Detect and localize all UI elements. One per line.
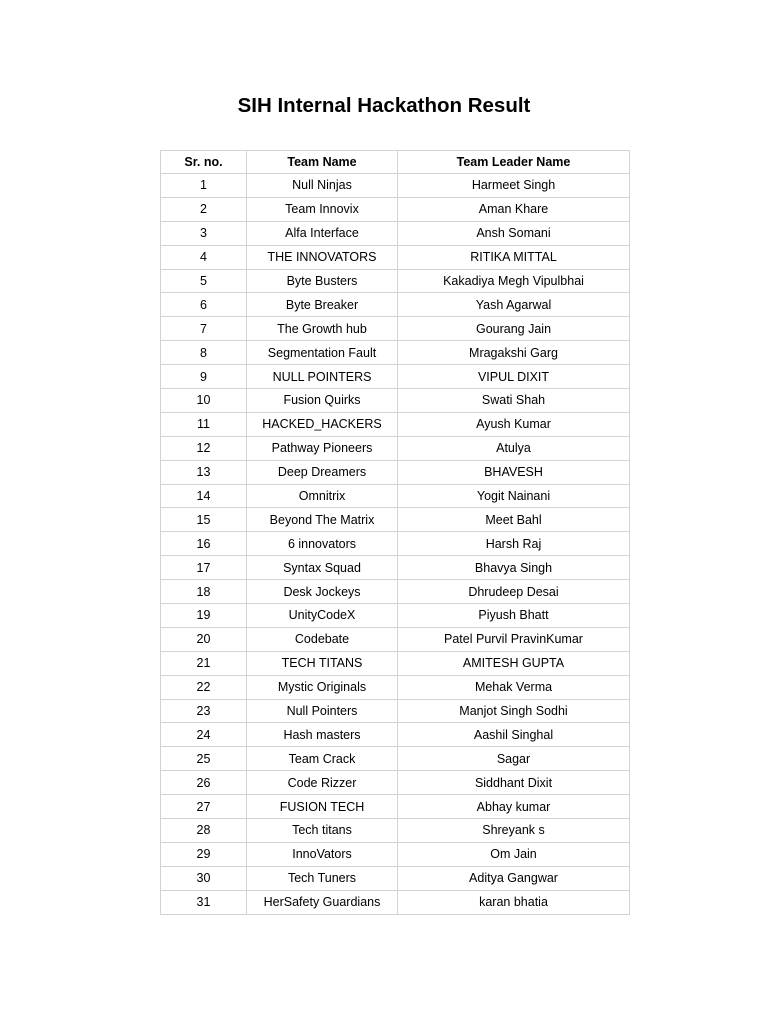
results-body	[161, 174, 630, 915]
team-leader-cell: karan bhatia	[398, 890, 630, 914]
sr-no-cell: 17	[161, 556, 247, 580]
table-row	[161, 412, 630, 436]
team-leader-cell: VIPUL DIXIT	[398, 365, 630, 389]
team-name-cell: NULL POINTERS	[247, 365, 398, 389]
team-name-cell: FUSION TECH	[247, 795, 398, 819]
table-row	[161, 460, 630, 484]
table-row	[161, 675, 630, 699]
table-row	[161, 819, 630, 843]
team-name-cell: TECH TITANS	[247, 651, 398, 675]
team-leader-cell: Abhay kumar	[398, 795, 630, 819]
team-name-cell: Omnitrix	[247, 484, 398, 508]
team-name-cell: UnityCodeX	[247, 604, 398, 628]
team-leader-cell: Ansh Somani	[398, 221, 630, 245]
table-row	[161, 866, 630, 890]
sr-no-cell: 20	[161, 627, 247, 651]
team-leader-cell: AMITESH GUPTA	[398, 651, 630, 675]
team-leader-cell: Om Jain	[398, 842, 630, 866]
team-leader-cell: Harsh Raj	[398, 532, 630, 556]
table-row	[161, 365, 630, 389]
sr-no-cell: 9	[161, 365, 247, 389]
team-leader-cell: Harmeet Singh	[398, 174, 630, 198]
team-leader-cell: Aditya Gangwar	[398, 866, 630, 890]
table-row	[161, 890, 630, 914]
table-row	[161, 269, 630, 293]
team-name-cell: Hash masters	[247, 723, 398, 747]
sr-no-cell: 1	[161, 174, 247, 198]
table-row	[161, 556, 630, 580]
table-row	[161, 580, 630, 604]
results-table	[160, 150, 630, 915]
team-leader-cell: Meet Bahl	[398, 508, 630, 532]
sr-no-cell: 16	[161, 532, 247, 556]
sr-no-cell: 23	[161, 699, 247, 723]
sr-no-header: Sr. no.	[161, 151, 247, 174]
team-leader-cell: Piyush Bhatt	[398, 604, 630, 628]
sr-no-cell: 28	[161, 819, 247, 843]
sr-no-cell: 8	[161, 341, 247, 365]
team-name-cell: HerSafety Guardians	[247, 890, 398, 914]
table-row	[161, 723, 630, 747]
sr-no-cell: 18	[161, 580, 247, 604]
table-row	[161, 436, 630, 460]
team-name-cell: Pathway Pioneers	[247, 436, 398, 460]
team-name-cell: HACKED_HACKERS	[247, 412, 398, 436]
table-row	[161, 317, 630, 341]
table-row	[161, 221, 630, 245]
page-title: SIH Internal Hackathon Result	[237, 94, 531, 117]
team-leader-cell: Mehak Verma	[398, 675, 630, 699]
table-row	[161, 174, 630, 198]
team-name-cell: The Growth hub	[247, 317, 398, 341]
sr-no-cell: 14	[161, 484, 247, 508]
team-name-cell: Fusion Quirks	[247, 389, 398, 413]
team-name-cell: Tech titans	[247, 819, 398, 843]
team-name-cell: InnoVators	[247, 842, 398, 866]
team-name-cell: Deep Dreamers	[247, 460, 398, 484]
team-name-cell: 6 innovators	[247, 532, 398, 556]
table-row	[161, 508, 630, 532]
sr-no-cell: 21	[161, 651, 247, 675]
sr-no-cell: 29	[161, 842, 247, 866]
sr-no-cell: 13	[161, 460, 247, 484]
sr-no-cell: 22	[161, 675, 247, 699]
team-leader-cell: Aashil Singhal	[398, 723, 630, 747]
sr-no-cell: 3	[161, 221, 247, 245]
team-leader-cell: RITIKA MITTAL	[398, 245, 630, 269]
table-row	[161, 293, 630, 317]
table-row	[161, 389, 630, 413]
team-name-cell: Code Rizzer	[247, 771, 398, 795]
sr-no-cell: 5	[161, 269, 247, 293]
table-row	[161, 341, 630, 365]
table-row	[161, 795, 630, 819]
table-row	[161, 747, 630, 771]
team-leader-cell: Dhrudeep Desai	[398, 580, 630, 604]
team-leader-cell: Sagar	[398, 747, 630, 771]
team-name-cell: Byte Busters	[247, 269, 398, 293]
table-row	[161, 484, 630, 508]
team-leader-cell: Gourang Jain	[398, 317, 630, 341]
team-name-cell: Desk Jockeys	[247, 580, 398, 604]
team-name-cell: Team Crack	[247, 747, 398, 771]
team-leader-cell: Ayush Kumar	[398, 412, 630, 436]
team-name-cell: Tech Tuners	[247, 866, 398, 890]
table-row	[161, 627, 630, 651]
team-leader-cell: BHAVESH	[398, 460, 630, 484]
team-leader-cell: Manjot Singh Sodhi	[398, 699, 630, 723]
sr-no-cell: 12	[161, 436, 247, 460]
team-leader-header: Team Leader Name	[398, 151, 630, 174]
sr-no-cell: 26	[161, 771, 247, 795]
team-name-cell: Codebate	[247, 627, 398, 651]
team-name-cell: Null Pointers	[247, 699, 398, 723]
table-row	[161, 699, 630, 723]
team-leader-cell: Siddhant Dixit	[398, 771, 630, 795]
table-row	[161, 651, 630, 675]
team-name-cell: Team Innovix	[247, 197, 398, 221]
team-name-header: Team Name	[247, 151, 398, 174]
sr-no-cell: 2	[161, 197, 247, 221]
team-leader-cell: Kakadiya Megh Vipulbhai	[398, 269, 630, 293]
sr-no-cell: 4	[161, 245, 247, 269]
team-leader-cell: Atulya	[398, 436, 630, 460]
team-name-cell: Byte Breaker	[247, 293, 398, 317]
sr-no-cell: 19	[161, 604, 247, 628]
sr-no-cell: 6	[161, 293, 247, 317]
table-row	[161, 771, 630, 795]
team-name-cell: Alfa Interface	[247, 221, 398, 245]
sr-no-cell: 15	[161, 508, 247, 532]
table-row	[161, 604, 630, 628]
team-leader-cell: Swati Shah	[398, 389, 630, 413]
sr-no-cell: 7	[161, 317, 247, 341]
team-name-cell: Syntax Squad	[247, 556, 398, 580]
table-row	[161, 532, 630, 556]
team-leader-cell: Patel Purvil PravinKumar	[398, 627, 630, 651]
team-leader-cell: Aman Khare	[398, 197, 630, 221]
team-leader-cell: Yogit Nainani	[398, 484, 630, 508]
team-name-cell: THE INNOVATORS	[247, 245, 398, 269]
team-leader-cell: Yash Agarwal	[398, 293, 630, 317]
sr-no-cell: 27	[161, 795, 247, 819]
sr-no-cell: 30	[161, 866, 247, 890]
table-row	[161, 842, 630, 866]
sr-no-cell: 24	[161, 723, 247, 747]
sr-no-cell: 31	[161, 890, 247, 914]
header-row	[161, 151, 630, 174]
sr-no-cell: 10	[161, 389, 247, 413]
team-name-cell: Null Ninjas	[247, 174, 398, 198]
team-leader-cell: Shreyank s	[398, 819, 630, 843]
team-name-cell: Segmentation Fault	[247, 341, 398, 365]
table-row	[161, 245, 630, 269]
team-leader-cell: Bhavya Singh	[398, 556, 630, 580]
sr-no-cell: 25	[161, 747, 247, 771]
table-row	[161, 197, 630, 221]
team-name-cell: Mystic Originals	[247, 675, 398, 699]
team-leader-cell: Mragakshi Garg	[398, 341, 630, 365]
team-name-cell: Beyond The Matrix	[247, 508, 398, 532]
sr-no-cell: 11	[161, 412, 247, 436]
